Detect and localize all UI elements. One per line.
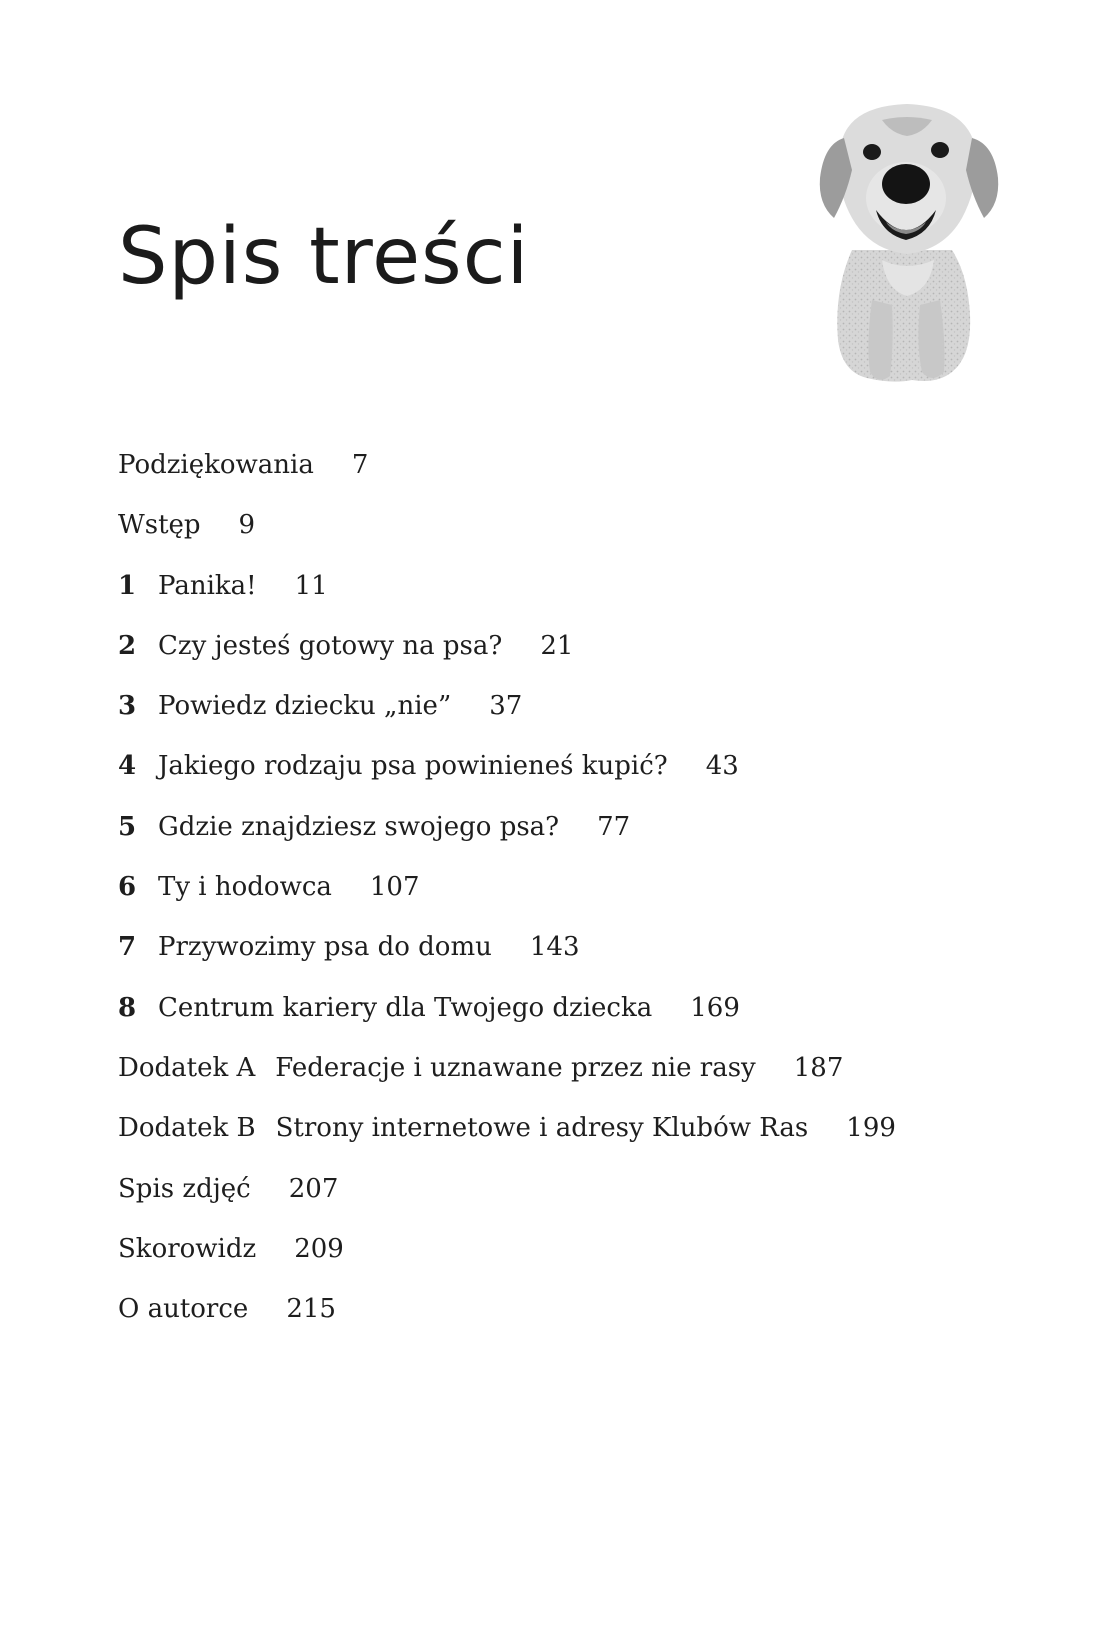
toc-entry-chapter-4 [118, 749, 896, 809]
toc-entry-number: 8 [118, 992, 137, 1023]
toc-entry-wstep [118, 508, 896, 568]
toc-entry-page: 209 [294, 1233, 344, 1264]
toc-entry-title: Federacje i uznawane przez nie rasy [275, 1052, 756, 1083]
toc-entry-title: Powiedz dziecku „nie” [158, 691, 452, 722]
toc-entry-podziekowania [118, 448, 896, 508]
toc-entry-number: 5 [118, 811, 137, 842]
puppy-illustration-icon [812, 100, 1002, 390]
toc-entry-number: 3 [118, 691, 137, 722]
toc-entry-chapter-5 [118, 810, 896, 870]
toc-entry-title: Czy jesteś gotowy na psa? [158, 630, 503, 661]
toc-entry-appendix-b [118, 1111, 896, 1171]
toc-entry-number: 7 [118, 932, 137, 963]
toc-entry-number: 1 [118, 570, 137, 601]
toc-entry-page: 11 [294, 570, 328, 601]
table-of-contents [118, 448, 896, 1352]
toc-entry-chapter-3 [118, 689, 896, 749]
toc-entry-chapter-8 [118, 991, 896, 1051]
toc-entry-page: 43 [705, 751, 739, 782]
toc-entry-chapter-2 [118, 629, 896, 689]
toc-entry-page: 21 [540, 630, 574, 661]
toc-entry-title: Spis zdjęć [118, 1173, 251, 1204]
toc-entry-prefix: Dodatek A [118, 1052, 256, 1083]
toc-entry-page: 77 [597, 811, 631, 842]
toc-entry-number: 4 [118, 751, 137, 782]
toc-entry-page: 107 [369, 872, 420, 903]
toc-entry-page: 187 [793, 1052, 844, 1083]
toc-entry-title: Jakiego rodzaju psa powinieneś kupić? [158, 751, 668, 782]
toc-entry-o-autorce [118, 1292, 896, 1352]
toc-entry-title: O autorce [118, 1294, 249, 1325]
page-title: Spis treści [118, 212, 530, 302]
toc-entry-title: Gdzie znajdziesz swojego psa? [158, 811, 560, 842]
toc-entry-spis-zdjec [118, 1172, 896, 1232]
toc-entry-number: 2 [118, 630, 137, 661]
toc-entry-page: 207 [288, 1173, 339, 1204]
toc-entry-chapter-7 [118, 930, 896, 990]
toc-entry-title: Ty i hodowca [158, 872, 332, 903]
toc-entry-title: Wstęp [118, 510, 201, 541]
toc-entry-chapter-1 [118, 569, 896, 629]
toc-entry-page: 37 [489, 691, 523, 722]
toc-entry-prefix: Dodatek B [118, 1113, 256, 1144]
toc-entry-page: 215 [286, 1294, 336, 1325]
toc-entry-title: Panika! [158, 570, 257, 601]
toc-entry-page: 7 [351, 450, 369, 480]
toc-entry-page: 199 [846, 1113, 896, 1144]
toc-entry-page: 143 [529, 932, 580, 963]
toc-entry-number: 6 [118, 872, 137, 903]
toc-entry-title: Skorowidz [118, 1233, 257, 1264]
toc-entry-title: Strony internetowe i adresy Klubów Ras [275, 1113, 809, 1144]
toc-entry-skorowidz [118, 1232, 896, 1292]
toc-entry-title: Podziękowania [118, 450, 314, 480]
toc-entry-page: 169 [690, 992, 740, 1023]
toc-entry-appendix-a [118, 1051, 896, 1111]
toc-entry-title: Przywozimy psa do domu [158, 932, 492, 963]
toc-entry-chapter-6 [118, 870, 896, 930]
toc-entry-page: 9 [238, 510, 256, 541]
toc-entry-title: Centrum kariery dla Twojego dziecka [158, 992, 653, 1023]
